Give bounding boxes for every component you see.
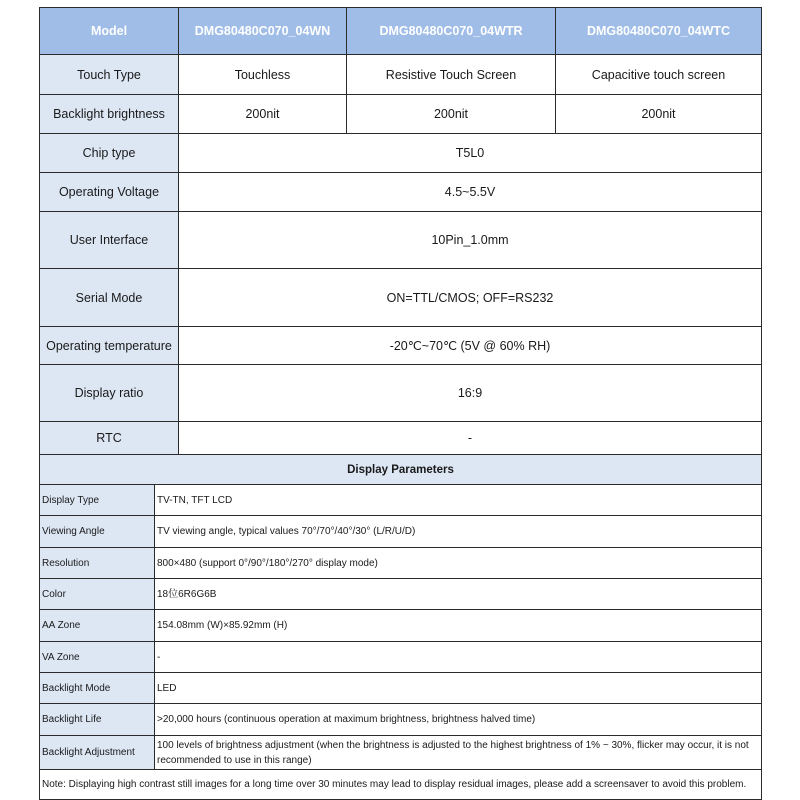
param-value: 154.08mm (W)×85.92mm (H) (155, 610, 762, 642)
serial-mode-label: Serial Mode (40, 269, 179, 327)
backlight-brightness-value-wtr: 200nit (347, 95, 556, 134)
param-row (40, 736, 762, 770)
param-value: TV-TN, TFT LCD (155, 485, 762, 516)
param-row (40, 673, 762, 704)
param-label: Backlight Mode (40, 673, 155, 704)
param-value: - (155, 642, 762, 673)
note-text: Note: Displaying high contrast still images for a long time over 30 minutes may lead to display residual images, please add a screensaver to avoid this problem. (40, 770, 762, 800)
param-row (40, 516, 762, 548)
touch-type-label: Touch Type (40, 55, 179, 95)
chip-type-label: Chip type (40, 134, 179, 173)
param-row (40, 485, 762, 516)
display-ratio-value: 16:9 (179, 365, 762, 422)
touch-type-value-wtr: Resistive Touch Screen (347, 55, 556, 95)
param-label: Color (40, 579, 155, 610)
operating-voltage-value: 4.5~5.5V (179, 173, 762, 212)
backlight-brightness-value-wtc: 200nit (556, 95, 762, 134)
param-value: TV viewing angle, typical values 70°/70°/40°/30° (L/R/U/D) (155, 516, 762, 548)
header-row (40, 8, 762, 55)
spec-sheet (39, 7, 761, 800)
rtc-value: - (179, 422, 762, 455)
backlight-brightness-label: Backlight brightness (40, 95, 179, 134)
param-label: VA Zone (40, 642, 155, 673)
param-label: Resolution (40, 548, 155, 579)
touch-type-row (40, 55, 762, 95)
param-value: 100 levels of brightness adjustment (when the brightness is adjusted to the highest brightness of 1% ~ 30%, flicker may occur, it is not recommended to use in this range) (155, 736, 762, 770)
display-ratio-label: Display ratio (40, 365, 179, 422)
touch-type-value-wtc: Capacitive touch screen (556, 55, 762, 95)
display-parameters-title-row (40, 455, 762, 485)
user-interface-value: 10Pin_1.0mm (179, 212, 762, 269)
chip-type-value: T5L0 (179, 134, 762, 173)
model-name-wtc: DMG80480C070_04WTC (556, 8, 762, 55)
param-label: Viewing Angle (40, 516, 155, 548)
user-interface-row (40, 212, 762, 269)
chip-type-row (40, 134, 762, 173)
backlight-brightness-value-wn: 200nit (179, 95, 347, 134)
operating-temperature-label: Operating temperature (40, 327, 179, 365)
model-header-label: Model (40, 8, 179, 55)
param-row (40, 548, 762, 579)
model-spec-table (39, 7, 762, 455)
display-ratio-row (40, 365, 762, 422)
model-name-wtr: DMG80480C070_04WTR (347, 8, 556, 55)
param-label: AA Zone (40, 610, 155, 642)
serial-mode-value: ON=TTL/CMOS; OFF=RS232 (179, 269, 762, 327)
param-label: Backlight Adjustment (40, 736, 155, 770)
user-interface-label: User Interface (40, 212, 179, 269)
param-value: 18位6R6G6B (155, 579, 762, 610)
param-value: LED (155, 673, 762, 704)
param-label: Backlight Life (40, 704, 155, 736)
backlight-brightness-row (40, 95, 762, 134)
touch-type-value-wn: Touchless (179, 55, 347, 95)
param-row (40, 610, 762, 642)
display-parameters-title: Display Parameters (40, 455, 762, 485)
operating-voltage-row (40, 173, 762, 212)
param-row (40, 579, 762, 610)
serial-mode-row (40, 269, 762, 327)
param-value: >20,000 hours (continuous operation at maximum brightness, brightness halved time) (155, 704, 762, 736)
display-parameters-table (39, 454, 762, 800)
rtc-row (40, 422, 762, 455)
note-row (40, 770, 762, 800)
operating-temperature-row (40, 327, 762, 365)
param-row (40, 704, 762, 736)
param-value: 800×480 (support 0°/90°/180°/270° display mode) (155, 548, 762, 579)
param-row (40, 642, 762, 673)
model-name-wn: DMG80480C070_04WN (179, 8, 347, 55)
rtc-label: RTC (40, 422, 179, 455)
operating-voltage-label: Operating Voltage (40, 173, 179, 212)
param-label: Display Type (40, 485, 155, 516)
operating-temperature-value: -20℃~70℃ (5V @ 60% RH) (179, 327, 762, 365)
